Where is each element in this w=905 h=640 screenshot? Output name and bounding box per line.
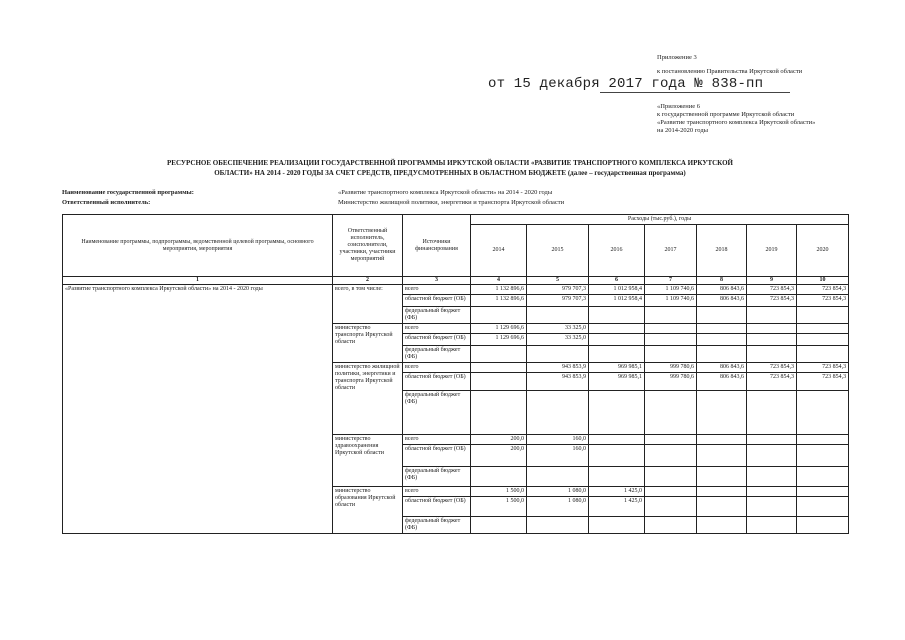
value-cell-2017: 1 109 740,6 [645,285,697,295]
source-cell: федеральный бюджет (ФБ) [403,517,471,534]
appendix-line-2: к постановлению Правительства Иркутской области [657,68,803,75]
value-cell-2019: 723 854,3 [747,295,797,307]
executor-cell: министерство здравоохранения Иркутской области [333,435,403,487]
value-cell-2016 [589,517,645,534]
executor-value: Министерство жилищной политики, энергетики и транспорта Иркутской области [338,199,565,206]
value-cell-2017 [645,435,697,445]
value-cell-2019: 723 854,3 [747,363,797,373]
year-header-2015: 2015 [527,225,589,277]
value-cell-2014 [471,346,527,363]
value-cell-2017 [645,467,697,487]
appendix-6-block [657,103,897,135]
value-cell-2020: 723 854,3 [797,295,849,307]
value-cell-2016: 1 425,0 [589,487,645,497]
program-label: Наименование государственной программы: [62,189,194,196]
value-cell-2020 [797,445,849,467]
column-index-2: 2 [333,277,403,285]
value-cell-2020: 723 854,3 [797,363,849,373]
value-cell-2020 [797,391,849,435]
column-index-6: 6 [589,277,645,285]
value-cell-2019 [747,307,797,324]
value-cell-2014: 1 129 696,6 [471,334,527,346]
value-cell-2017: 999 780,6 [645,363,697,373]
value-cell-2016 [589,346,645,363]
value-cell-2017 [645,346,697,363]
source-cell: федеральный бюджет (ФБ) [403,307,471,324]
header-expenses: Расходы (тыс.руб.), годы [471,215,849,225]
resource-table [62,214,849,534]
document-title [40,158,860,178]
decree-date: от 15 декабря 2017 года № 838-пп [488,76,764,92]
value-cell-2015 [527,391,589,435]
year-header-2019: 2019 [747,225,797,277]
value-cell-2018 [697,445,747,467]
value-cell-2017: 1 109 740,6 [645,295,697,307]
source-cell: всего [403,324,471,334]
value-cell-2020: 723 854,3 [797,285,849,295]
column-index-8: 8 [697,277,747,285]
value-cell-2014 [471,373,527,391]
executor-cell: министерство образования Иркутской области [333,487,403,534]
value-cell-2018 [697,391,747,435]
source-cell: всего [403,363,471,373]
value-cell-2015: 943 853,9 [527,373,589,391]
column-index-10: 10 [797,277,849,285]
value-cell-2015 [527,467,589,487]
value-cell-2016: 969 985,1 [589,363,645,373]
value-cell-2014: 1 500,0 [471,497,527,517]
executor-cell: министерство транспорта Иркутской области [333,324,403,363]
value-cell-2015: 979 707,3 [527,295,589,307]
value-cell-2019 [747,517,797,534]
source-cell: областной бюджет (ОБ) [403,497,471,517]
value-cell-2017 [645,497,697,517]
value-cell-2016 [589,391,645,435]
title-line-1: РЕСУРСНОЕ ОБЕСПЕЧЕНИЕ РЕАЛИЗАЦИИ ГОСУДАРСТВЕННОЙ ПРОГРАММЫ ИРКУТСКОЙ ОБЛАСТИ «РАЗВИТИЕ ТРАНСПОРТНОГО КОМПЛЕКСА ИРКУТСКОЙ [167,159,733,167]
value-cell-2016 [589,467,645,487]
value-cell-2018 [697,467,747,487]
value-cell-2014 [471,391,527,435]
column-index-4: 4 [471,277,527,285]
year-header-2016: 2016 [589,225,645,277]
value-cell-2015 [527,346,589,363]
value-cell-2014: 200,0 [471,435,527,445]
value-cell-2015: 160,0 [527,445,589,467]
value-cell-2017 [645,307,697,324]
executor-cell: всего, в том числе: [333,285,403,324]
value-cell-2017 [645,487,697,497]
program-name-cell: «Развитие транспортного комплекса Иркутской области» на 2014 - 2020 годы [63,285,333,534]
value-cell-2019 [747,487,797,497]
value-cell-2015: 1 080,0 [527,487,589,497]
appendix-6-line-4: на 2014-2020 годы [657,127,709,134]
title-line-2: ОБЛАСТИ» НА 2014 - 2020 ГОДЫ ЗА СЧЕТ СРЕДСТВ, ПРЕДУСМОТРЕННЫХ В ОБЛАСТНОМ БЮДЖЕТЕ (далее – государственная программа) [214,169,686,177]
source-cell: областной бюджет (ОБ) [403,334,471,346]
value-cell-2020 [797,487,849,497]
value-cell-2020 [797,467,849,487]
header-source: Источники финансирования [403,215,471,277]
value-cell-2018: 806 843,6 [697,363,747,373]
source-cell: федеральный бюджет (ФБ) [403,467,471,487]
value-cell-2016 [589,307,645,324]
value-cell-2018: 806 843,6 [697,373,747,391]
value-cell-2014 [471,517,527,534]
year-header-2017: 2017 [645,225,697,277]
value-cell-2017 [645,391,697,435]
value-cell-2015 [527,307,589,324]
value-cell-2018 [697,517,747,534]
value-cell-2015: 33 325,0 [527,334,589,346]
value-cell-2016: 1 012 958,4 [589,295,645,307]
value-cell-2016 [589,435,645,445]
year-header-2014: 2014 [471,225,527,277]
source-cell: областной бюджет (ОБ) [403,295,471,307]
source-cell: федеральный бюджет (ФБ) [403,391,471,435]
value-cell-2018 [697,334,747,346]
value-cell-2014: 1 129 696,6 [471,324,527,334]
value-cell-2014: 1 132 896,6 [471,295,527,307]
value-cell-2020 [797,307,849,324]
value-cell-2020 [797,324,849,334]
value-cell-2016: 1 425,0 [589,497,645,517]
value-cell-2018 [697,497,747,517]
value-cell-2014: 1 500,0 [471,487,527,497]
value-cell-2018 [697,435,747,445]
value-cell-2017 [645,445,697,467]
column-index-row [63,277,849,285]
value-cell-2020 [797,497,849,517]
value-cell-2020 [797,334,849,346]
source-cell: областной бюджет (ОБ) [403,445,471,467]
value-cell-2017: 999 780,6 [645,373,697,391]
column-index-7: 7 [645,277,697,285]
appendix-6-line-2: к государственной программе Иркутской области [657,111,795,118]
source-cell: всего [403,487,471,497]
value-cell-2015: 33 325,0 [527,324,589,334]
appendix-6-line-3: «Развитие транспортного комплекса Иркутской области» [657,119,816,126]
value-cell-2018: 806 843,6 [697,295,747,307]
value-cell-2020 [797,435,849,445]
source-cell: всего [403,435,471,445]
value-cell-2015 [527,517,589,534]
column-index-3: 3 [403,277,471,285]
value-cell-2014: 200,0 [471,445,527,467]
value-cell-2020 [797,346,849,363]
value-cell-2020 [797,517,849,534]
value-cell-2016 [589,445,645,467]
executor-label: Ответственный исполнитель: [62,199,151,206]
value-cell-2017 [645,334,697,346]
value-cell-2014: 1 132 896,6 [471,285,527,295]
value-cell-2014 [471,467,527,487]
header-executor: Ответственный исполнитель, соисполнители, участники, участники мероприятий [333,215,403,277]
value-cell-2018 [697,346,747,363]
column-index-1: 1 [63,277,333,285]
source-cell: областной бюджет (ОБ) [403,373,471,391]
appendix-block [657,54,897,76]
value-cell-2019 [747,324,797,334]
value-cell-2019: 723 854,3 [747,285,797,295]
value-cell-2015: 1 080,0 [527,497,589,517]
value-cell-2018 [697,487,747,497]
value-cell-2015: 160,0 [527,435,589,445]
value-cell-2019: 723 854,3 [747,373,797,391]
executor-cell: министерство жилищной политики, энергетики и транспорта Иркутской области [333,363,403,435]
value-cell-2019 [747,497,797,517]
value-cell-2019 [747,391,797,435]
table-body [63,285,849,534]
source-cell: всего [403,285,471,295]
decree-underline [600,92,790,93]
value-cell-2019 [747,346,797,363]
table-row [63,285,849,295]
value-cell-2016: 969 985,1 [589,373,645,391]
source-cell: федеральный бюджет (ФБ) [403,346,471,363]
value-cell-2017 [645,517,697,534]
value-cell-2018: 806 843,6 [697,285,747,295]
header-name: Наименование программы, подпрограммы, ведомственной целевой программы, основного мероприятия, мероприятия [63,215,333,277]
value-cell-2014 [471,363,527,373]
value-cell-2020: 723 854,3 [797,373,849,391]
appendix-6-line-1: «Приложение 6 [657,103,701,110]
column-index-5: 5 [527,277,589,285]
value-cell-2016 [589,324,645,334]
value-cell-2014 [471,307,527,324]
year-header-2018: 2018 [697,225,747,277]
value-cell-2015: 979 707,3 [527,285,589,295]
value-cell-2017 [645,324,697,334]
program-value: «Развитие транспортного комплекса Иркутской области» на 2014 - 2020 годы [338,189,553,196]
value-cell-2019 [747,334,797,346]
value-cell-2018 [697,307,747,324]
year-header-2020: 2020 [797,225,849,277]
value-cell-2019 [747,467,797,487]
value-cell-2016 [589,334,645,346]
value-cell-2016: 1 012 958,4 [589,285,645,295]
appendix-line-1: Приложение 3 [657,54,697,61]
value-cell-2019 [747,435,797,445]
value-cell-2018 [697,324,747,334]
column-index-9: 9 [747,277,797,285]
value-cell-2019 [747,445,797,467]
value-cell-2015: 943 853,9 [527,363,589,373]
